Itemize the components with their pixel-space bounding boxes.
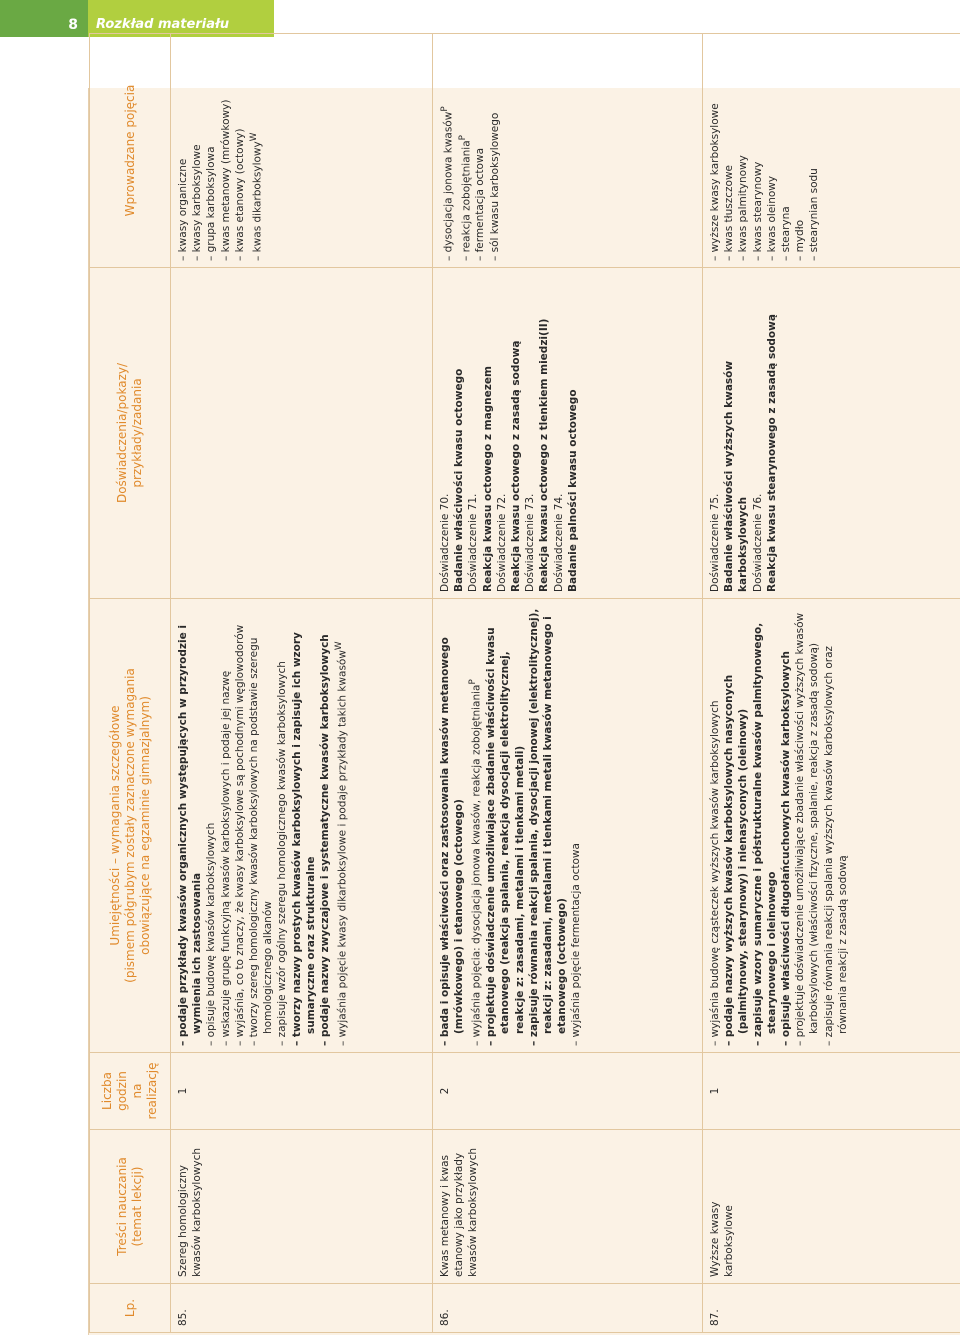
col-header-experiments [90,268,171,599]
list-item: – projektuje doświadczenie umożliwiające zbadanie właściwości kwasu etanowego (reakcja spalania, reakcja dysocjacji elektrolitycznej, reakcje z: zasadami, metalami i tlenkami metali) [484,605,527,1046]
experiment-number: Doświadczenie 70. [439,493,451,592]
table-row [703,34,960,1333]
list-item: – kwas palmitynowy [736,40,750,261]
cell-experiments [171,268,433,599]
col-header-hours-line1: Liczba godzin [100,1071,129,1111]
cell-topic: Szereg homologiczny kwasów karboksylowych [171,1130,433,1284]
experiment-title: Badanie palności kwasu octowego [566,389,579,592]
list-item: – tworzy nazwy prostych kwasów karboksylowych i zapisuje ich wzory sumaryczne oraz strukturalne [290,605,318,1046]
list-item [456,40,474,261]
list-item: – podaje nazwy wyższych kwasów karboksylowych nasyconych (palmitynowy, stearynowy) i nienasyconych (oleinowy) [722,605,750,1046]
cell-lp: 85. [171,1284,433,1333]
level-marker: P [468,679,479,685]
col-header-exp-line1: Doświadczenia/pokazy/ [115,362,129,504]
col-header-topic [90,1130,171,1284]
list-item: – kwas tłuszczowe [722,40,736,261]
cell-terms [171,34,433,268]
list-item: – opisuje właściwości długołańcuchowych kwasów karboksylowych [779,605,793,1046]
cell-terms [703,34,960,268]
list-item: – tworzy szereg homologiczny kwasów karboksylowych na podstawie szeregu homologicznego alkanów [247,605,275,1046]
col-header-hours-line2: na realizację [130,1062,159,1120]
cell-skills [433,599,703,1053]
list-item: – mydło [793,40,807,261]
experiment-number: Doświadczenie 76. [751,493,764,592]
experiment-number: Doświadczenie 71. [467,493,480,592]
col-header-topic-line2: (temat lekcji) [130,1166,144,1247]
experiment-title: Reakcja kwasu stearynowego z zasadą sodową [765,314,778,592]
list-item-text: wyjaśnia pojęcia: dysocjacja jonowa kwasów, reakcja zobojętniania [470,684,483,1038]
list-item-text: dysocjacja jonowa kwasów [442,111,455,253]
level-marker: W [334,641,345,651]
list-item: – grupa karboksylowa [204,40,218,261]
list-item: – wyjaśnia budowę cząsteczek wyższych kwasów karboksylowych [708,605,722,1046]
cell-lp: 87. [703,1284,960,1333]
table-row [433,34,703,1333]
rotated-table [89,84,959,1333]
list-item: – wskazuje grupę funkcyjną kwasów karboksylowych i podaje jej nazwę [219,605,233,1046]
experiment-number: Doświadczenie 75. [709,493,721,592]
list-item: – kwas stearynowy [751,40,765,261]
cell-topic: Wyższe kwasy karboksylowe [703,1130,960,1284]
cell-lp: 86. [433,1284,703,1333]
col-header-topic-line1: Treści nauczania [115,1157,129,1256]
list-item: – wyjaśnia pojęcie fermentacja octowa [569,605,583,1046]
list-item: – kwas oleinowy [765,40,779,261]
level-marker: P [457,135,468,141]
experiment-title: Reakcja kwasu octowego z tlenkiem miedzi(II) [538,318,551,592]
list-item: – podaje przykłady kwasów organicznych występujących w przyrodzie i wymienia ich zastosowania [176,605,204,1046]
level-marker: P [440,106,450,112]
table-row [171,34,433,1333]
experiment-number: Doświadczenie 72. [495,493,508,592]
list-item [438,40,456,261]
list-item: – opisuje budowę kwasów karboksylowych [204,605,218,1046]
table-frame [88,84,960,1335]
list-item: – zapisuje równania reakcji spalania wyższych kwasów karboksylowych oraz równania reakcji z zasadą sodową [822,605,850,1046]
cell-hours: 1 [171,1053,433,1130]
list-item-text: reakcja zobojętniania [460,140,473,253]
cell-experiments [703,268,960,599]
col-header-skills [90,599,171,1053]
experiment-title: Reakcja kwasu octowego z zasadą sodową [510,340,523,592]
list-item: – stearynian sodu [807,40,821,261]
list-item: – wyższe kwasy karboksylowe [708,40,722,261]
col-header-exp-line2: przykłady/zadania [130,378,144,488]
col-header-lp: Lp. [90,1284,171,1333]
list-item: – sól kwasu karboksylowego [488,40,502,261]
col-header-terms: Wprowadzane pojęcia [90,34,171,268]
experiment-title: Badanie właściwości wyższych kwasów karboksylowych [723,360,750,592]
list-item: – kwas metanowy (mrówkowy) [219,40,233,261]
cell-terms [433,34,703,268]
experiment-title: Badanie właściwości kwasu octowego [453,368,466,592]
list-item-text: wyjaśnia pojęcie kwasy dikarboksylowe i podaje przykłady takich kwasów [336,650,349,1038]
table-header-row [90,34,171,1333]
cell-topic: Kwas metanowy i kwas etanowy jako przykłady kwasów karboksylowych [433,1130,703,1284]
col-header-hours [90,1053,171,1130]
list-item: – kwasy organiczne [176,40,190,261]
experiment-number: Doświadczenie 73. [524,493,537,592]
list-item [247,40,265,261]
list-item-text: kwas dikarboksylowy [251,141,264,253]
list-item: – projektuje doświadczenie umożliwiające zbadanie właściwości wyższych kwasów karboksylowych (właściwości fizyczne, spalanie, reakcja z zasadą sodową) [793,605,821,1046]
cell-hours: 2 [433,1053,703,1130]
list-item: – zapisuje równania reakcji spalania, dysocjacji jonowej (elektrolitycznej), reakcji z: zasadami, metalami i tlenkami metali kwasów metanowego i etanowego (octowego) [527,605,570,1046]
list-item [332,605,350,1046]
list-item: – fermentacja octowa [473,40,487,261]
cell-skills [171,599,433,1053]
experiment-title: Reakcja kwasu octowego z magnezem [481,366,494,592]
page-number: 8 [0,0,88,37]
level-marker: W [249,132,260,142]
list-item: – zapisuje wzory sumaryczne i półstrukturalne kwasów palmitynowego, stearynowego i oleinowego [751,605,779,1046]
list-item [466,605,484,1046]
cell-experiments [433,268,703,599]
list-item: – kwasy karboksylowe [190,40,204,261]
col-header-skills-line2: (pismem półgrubym zostały zaznaczone wymagania [122,668,137,983]
col-header-skills-line1: Umiejętności – wymagania szczegółowe [107,705,122,946]
curriculum-table [89,33,960,1333]
running-header: Rozkład materiału nauczania [88,0,274,37]
list-item: – podaje nazwy zwyczajowe i systematyczne kwasów karboksylowych [318,605,332,1046]
list-item: – bada i opisuje właściwości oraz zastosowania kwasów metanowego (mrówkowego) i etanowego (octowego) [438,605,466,1046]
list-item: – wyjaśnia, co to znaczy, że kwasy karboksylowe są pochodnymi węglowodorów [233,605,247,1046]
cell-skills [703,599,960,1053]
col-header-skills-line3: obowiązujące na egzaminie gimnazjalnym) [137,696,152,955]
list-item: – kwas etanowy (octowy) [233,40,247,261]
list-item: – zapisuje wzór ogólny szeregu homologicznego kwasów karboksylowych [275,605,289,1046]
list-item: – stearyna [779,40,793,261]
cell-hours: 1 [703,1053,960,1130]
experiment-number: Doświadczenie 74. [552,493,565,592]
